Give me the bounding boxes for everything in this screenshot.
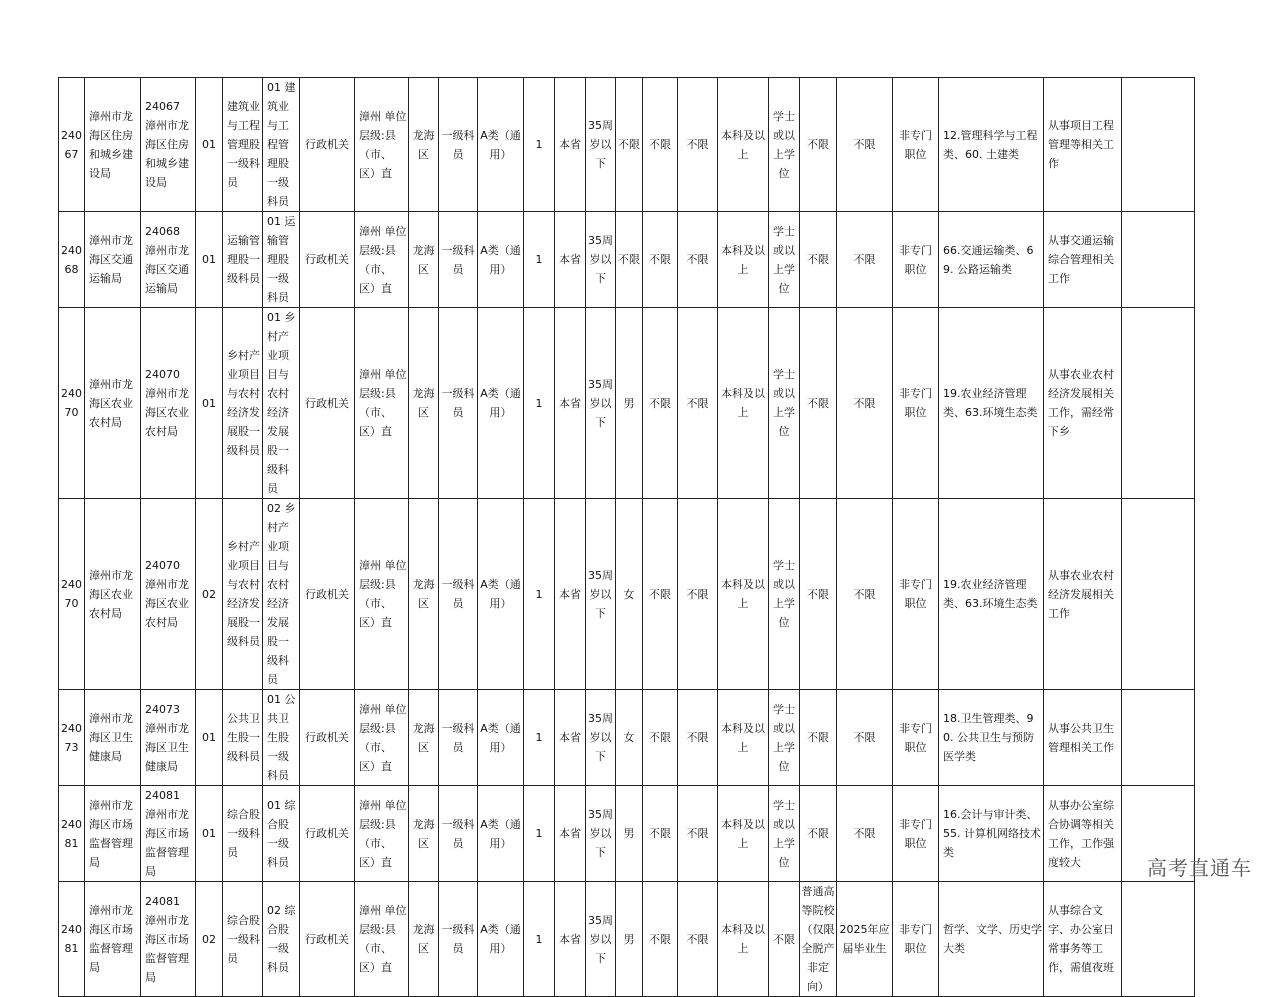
cell-unit-code-name: 24081 漳州市龙海区市场监督管理局 <box>141 882 196 997</box>
cell-special-post: 非专门职位 <box>893 78 939 212</box>
table-row <box>59 786 1195 882</box>
cell-post-seq: 01 <box>196 78 223 212</box>
cell-post-code-name: 01 综合股一级科员 <box>263 786 300 882</box>
cell-remark: 从事综合文字、办公室日常事务等工作，需值夜班 <box>1044 882 1122 997</box>
cell-exam-category: A类（通用） <box>478 786 524 882</box>
cell-school-type: 普通高等院校（仅限全脱产非定向） <box>800 882 837 997</box>
cell-political-status: 不限 <box>643 786 678 882</box>
cell-age: 35周岁以下 <box>586 78 616 212</box>
cell-degree: 学士或以上学位 <box>769 499 800 690</box>
cell-post-seq: 01 <box>196 786 223 882</box>
cell-experience: 不限 <box>678 786 718 882</box>
cell-unit-level: 漳州 单位层级:县（市、区）直 <box>355 308 409 499</box>
cell-post-seq: 02 <box>196 499 223 690</box>
cell-post-code: 24070 <box>59 499 85 690</box>
cell-household: 本省 <box>555 786 586 882</box>
cell-post-code: 24067 <box>59 78 85 212</box>
cell-post-name: 乡村产业项目与农村经济发展股一级科员 <box>223 308 263 499</box>
cell-major: 12.管理科学与工程类、60. 土建类 <box>939 78 1044 212</box>
cell-extra <box>1122 212 1195 308</box>
cell-headcount: 1 <box>524 78 555 212</box>
cell-district: 龙海区 <box>409 308 439 499</box>
cell-experience: 不限 <box>678 78 718 212</box>
cell-school-type: 不限 <box>800 499 837 690</box>
cell-political-status: 不限 <box>643 308 678 499</box>
cell-degree: 学士或以上学位 <box>769 308 800 499</box>
cell-unit-level: 漳州 单位层级:县（市、区）直 <box>355 786 409 882</box>
cell-remark: 从事项目工程管理等相关工作 <box>1044 78 1122 212</box>
cell-district: 龙海区 <box>409 690 439 786</box>
cell-major: 19.农业经济管理类、63.环境生态类 <box>939 308 1044 499</box>
cell-household: 本省 <box>555 882 586 997</box>
cell-district: 龙海区 <box>409 499 439 690</box>
cell-unit-name: 漳州市龙海区市场监督管理局 <box>85 882 141 997</box>
cell-post-name: 综合股一级科员 <box>223 882 263 997</box>
cell-degree: 学士或以上学位 <box>769 212 800 308</box>
cell-household: 本省 <box>555 690 586 786</box>
cell-district: 龙海区 <box>409 78 439 212</box>
cell-rank: 一级科员 <box>439 212 478 308</box>
cell-gender: 男 <box>616 308 643 499</box>
cell-headcount: 1 <box>524 499 555 690</box>
cell-unit-name: 漳州市龙海区农业农村局 <box>85 499 141 690</box>
cell-major: 18.卫生管理类、90. 公共卫生与预防医学类 <box>939 690 1044 786</box>
cell-age: 35周岁以下 <box>586 499 616 690</box>
cell-school-type: 不限 <box>800 786 837 882</box>
cell-exam-category: A类（通用） <box>478 690 524 786</box>
cell-district: 龙海区 <box>409 882 439 997</box>
cell-rank: 一级科员 <box>439 786 478 882</box>
cell-candidate-type: 不限 <box>837 499 893 690</box>
cell-unit-name: 漳州市龙海区市场监督管理局 <box>85 786 141 882</box>
table-row <box>59 690 1195 786</box>
cell-headcount: 1 <box>524 882 555 997</box>
cell-age: 35周岁以下 <box>586 308 616 499</box>
cell-extra <box>1122 690 1195 786</box>
cell-education: 本科及以上 <box>718 786 769 882</box>
cell-candidate-type: 不限 <box>837 212 893 308</box>
cell-education: 本科及以上 <box>718 882 769 997</box>
cell-headcount: 1 <box>524 308 555 499</box>
cell-gender: 女 <box>616 690 643 786</box>
cell-school-type: 不限 <box>800 212 837 308</box>
cell-special-post: 非专门职位 <box>893 212 939 308</box>
cell-post-code-name: 01 公共卫生股一级科员 <box>263 690 300 786</box>
cell-education: 本科及以上 <box>718 78 769 212</box>
cell-experience: 不限 <box>678 212 718 308</box>
cell-post-code: 24070 <box>59 308 85 499</box>
cell-unit-nature: 行政机关 <box>300 882 355 997</box>
cell-major: 哲学、文学、历史学大类 <box>939 882 1044 997</box>
cell-unit-name: 漳州市龙海区交通运输局 <box>85 212 141 308</box>
cell-post-code: 24081 <box>59 882 85 997</box>
cell-post-code-name: 02 乡村产业项目与农村经济发展股一级科员 <box>263 499 300 690</box>
cell-district: 龙海区 <box>409 212 439 308</box>
cell-household: 本省 <box>555 78 586 212</box>
cell-special-post: 非专门职位 <box>893 882 939 997</box>
cell-political-status: 不限 <box>643 882 678 997</box>
cell-rank: 一级科员 <box>439 499 478 690</box>
cell-post-name: 乡村产业项目与农村经济发展股一级科员 <box>223 499 263 690</box>
cell-post-name: 公共卫生股一级科员 <box>223 690 263 786</box>
cell-rank: 一级科员 <box>439 690 478 786</box>
cell-post-code: 24068 <box>59 212 85 308</box>
cell-unit-code-name: 24073 漳州市龙海区卫生健康局 <box>141 690 196 786</box>
cell-post-name: 综合股一级科员 <box>223 786 263 882</box>
cell-age: 35周岁以下 <box>586 882 616 997</box>
table-row <box>59 212 1195 308</box>
cell-political-status: 不限 <box>643 499 678 690</box>
cell-age: 35周岁以下 <box>586 690 616 786</box>
cell-extra <box>1122 882 1195 997</box>
cell-political-status: 不限 <box>643 78 678 212</box>
cell-candidate-type: 不限 <box>837 786 893 882</box>
cell-school-type: 不限 <box>800 78 837 212</box>
cell-gender: 不限 <box>616 212 643 308</box>
cell-candidate-type: 不限 <box>837 78 893 212</box>
cell-post-seq: 02 <box>196 882 223 997</box>
cell-age: 35周岁以下 <box>586 786 616 882</box>
cell-household: 本省 <box>555 499 586 690</box>
cell-special-post: 非专门职位 <box>893 690 939 786</box>
cell-post-code-name: 01 乡村产业项目与农村经济发展股一级科员 <box>263 308 300 499</box>
cell-post-name: 运输管理股一级科员 <box>223 212 263 308</box>
cell-education: 本科及以上 <box>718 690 769 786</box>
cell-education: 本科及以上 <box>718 499 769 690</box>
cell-headcount: 1 <box>524 212 555 308</box>
cell-headcount: 1 <box>524 786 555 882</box>
cell-degree: 不限 <box>769 882 800 997</box>
cell-unit-name: 漳州市龙海区住房和城乡建设局 <box>85 78 141 212</box>
cell-household: 本省 <box>555 212 586 308</box>
table-row <box>59 78 1195 212</box>
cell-post-code: 24081 <box>59 786 85 882</box>
cell-unit-level: 漳州 单位层级:县（市、区）直 <box>355 690 409 786</box>
recruitment-table-body <box>59 78 1195 997</box>
cell-age: 35周岁以下 <box>586 212 616 308</box>
cell-remark: 从事办公室综合协调等相关工作，工作强度较大 <box>1044 786 1122 882</box>
cell-extra <box>1122 308 1195 499</box>
cell-education: 本科及以上 <box>718 308 769 499</box>
cell-gender: 不限 <box>616 78 643 212</box>
cell-gender: 男 <box>616 786 643 882</box>
cell-post-seq: 01 <box>196 212 223 308</box>
cell-remark: 从事公共卫生管理相关工作 <box>1044 690 1122 786</box>
cell-unit-code-name: 24070 漳州市龙海区农业农村局 <box>141 499 196 690</box>
cell-unit-name: 漳州市龙海区卫生健康局 <box>85 690 141 786</box>
cell-unit-nature: 行政机关 <box>300 78 355 212</box>
cell-district: 龙海区 <box>409 786 439 882</box>
cell-experience: 不限 <box>678 499 718 690</box>
cell-exam-category: A类（通用） <box>478 212 524 308</box>
cell-rank: 一级科员 <box>439 882 478 997</box>
cell-unit-nature: 行政机关 <box>300 212 355 308</box>
cell-post-name: 建筑业与工程管理股一级科员 <box>223 78 263 212</box>
cell-remark: 从事农业农村经济发展相关工作 <box>1044 499 1122 690</box>
cell-school-type: 不限 <box>800 690 837 786</box>
cell-degree: 学士或以上学位 <box>769 786 800 882</box>
cell-major: 66.交通运输类、69. 公路运输类 <box>939 212 1044 308</box>
cell-post-code-name: 01 建筑业与工程管理股一级科员 <box>263 78 300 212</box>
table-row <box>59 882 1195 997</box>
cell-exam-category: A类（通用） <box>478 308 524 499</box>
cell-political-status: 不限 <box>643 690 678 786</box>
cell-post-code: 24073 <box>59 690 85 786</box>
cell-special-post: 非专门职位 <box>893 786 939 882</box>
cell-unit-name: 漳州市龙海区农业农村局 <box>85 308 141 499</box>
recruitment-table <box>58 77 1195 997</box>
cell-major: 19.农业经济管理类、63.环境生态类 <box>939 499 1044 690</box>
watermark-logo-text: 高考直通车 <box>1147 856 1252 880</box>
cell-candidate-type: 2025年应届毕业生 <box>837 882 893 997</box>
cell-exam-category: A类（通用） <box>478 499 524 690</box>
cell-education: 本科及以上 <box>718 212 769 308</box>
cell-exam-category: A类（通用） <box>478 78 524 212</box>
cell-remark: 从事农业农村经济发展相关工作，需经常下乡 <box>1044 308 1122 499</box>
cell-degree: 学士或以上学位 <box>769 690 800 786</box>
cell-school-type: 不限 <box>800 308 837 499</box>
cell-unit-code-name: 24081 漳州市龙海区市场监督管理局 <box>141 786 196 882</box>
cell-post-seq: 01 <box>196 308 223 499</box>
table-row <box>59 499 1195 690</box>
table-row <box>59 308 1195 499</box>
cell-unit-nature: 行政机关 <box>300 786 355 882</box>
cell-household: 本省 <box>555 308 586 499</box>
cell-post-seq: 01 <box>196 690 223 786</box>
cell-special-post: 非专门职位 <box>893 499 939 690</box>
cell-post-code-name: 01 运输管理股一级科员 <box>263 212 300 308</box>
cell-unit-nature: 行政机关 <box>300 499 355 690</box>
cell-experience: 不限 <box>678 690 718 786</box>
cell-political-status: 不限 <box>643 212 678 308</box>
cell-major: 16.会计与审计类、55. 计算机网络技术类 <box>939 786 1044 882</box>
cell-candidate-type: 不限 <box>837 690 893 786</box>
cell-degree: 学士或以上学位 <box>769 78 800 212</box>
cell-gender: 男 <box>616 882 643 997</box>
cell-remark: 从事交通运输综合管理相关工作 <box>1044 212 1122 308</box>
cell-unit-nature: 行政机关 <box>300 308 355 499</box>
cell-unit-level: 漳州 单位层级:县（市、区）直 <box>355 212 409 308</box>
cell-rank: 一级科员 <box>439 308 478 499</box>
cell-unit-level: 漳州 单位层级:县（市、区）直 <box>355 78 409 212</box>
cell-extra <box>1122 78 1195 212</box>
cell-unit-code-name: 24070 漳州市龙海区农业农村局 <box>141 308 196 499</box>
cell-experience: 不限 <box>678 882 718 997</box>
cell-unit-code-name: 24068 漳州市龙海区交通运输局 <box>141 212 196 308</box>
cell-special-post: 非专门职位 <box>893 308 939 499</box>
cell-unit-nature: 行政机关 <box>300 690 355 786</box>
cell-headcount: 1 <box>524 690 555 786</box>
cell-rank: 一级科员 <box>439 78 478 212</box>
cell-unit-level: 漳州 单位层级:县（市、区）直 <box>355 882 409 997</box>
cell-exam-category: A类（通用） <box>478 882 524 997</box>
cell-extra <box>1122 499 1195 690</box>
cell-post-code-name: 02 综合股一级科员 <box>263 882 300 997</box>
cell-candidate-type: 不限 <box>837 308 893 499</box>
cell-unit-level: 漳州 单位层级:县（市、区）直 <box>355 499 409 690</box>
cell-experience: 不限 <box>678 308 718 499</box>
cell-unit-code-name: 24067 漳州市龙海区住房和城乡建设局 <box>141 78 196 212</box>
cell-gender: 女 <box>616 499 643 690</box>
